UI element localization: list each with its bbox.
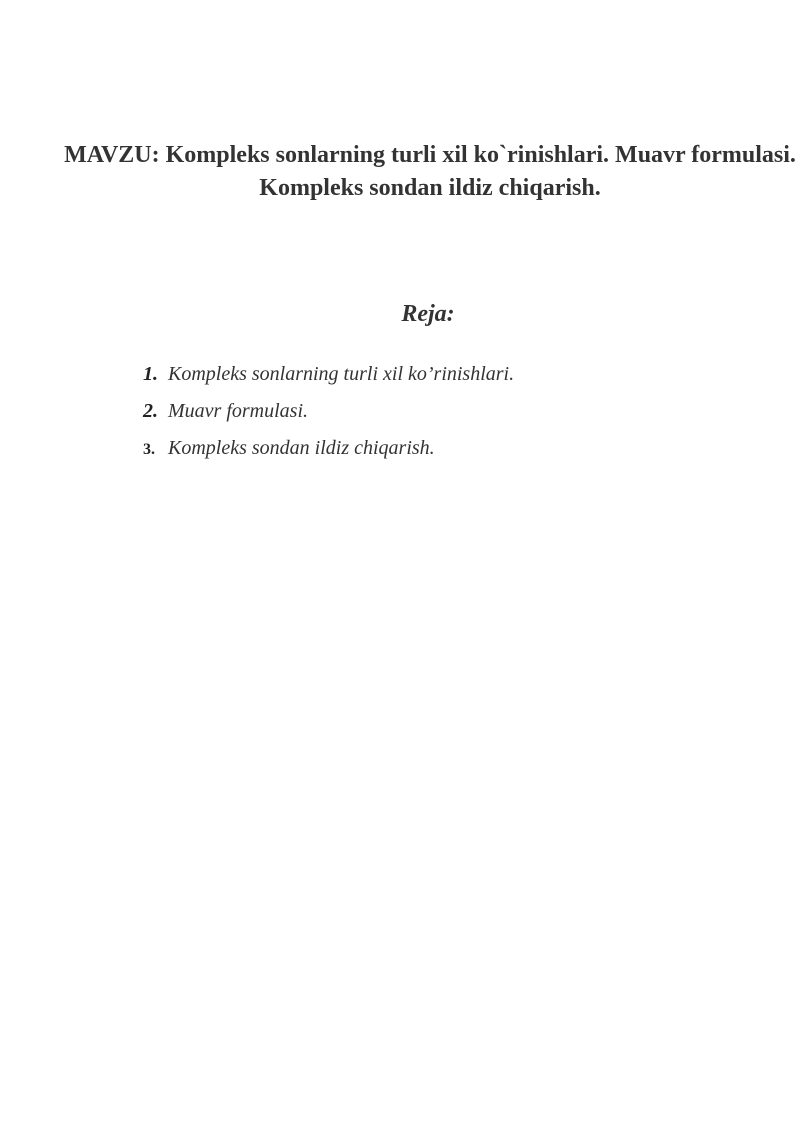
plan-item	[143, 398, 514, 435]
plan-item-number: 3.	[143, 441, 155, 458]
plan-heading: Reja:	[401, 301, 455, 327]
plan-item	[143, 435, 514, 472]
plan-item-number: 2.	[143, 400, 158, 422]
plan-list	[143, 361, 514, 472]
plan-item-text: Kompleks sonlarning turli xil ko’rinishlari.	[168, 363, 515, 385]
plan-item	[143, 361, 514, 398]
plan-item-number: 1.	[143, 363, 158, 385]
plan-item-text: Kompleks sondan ildiz chiqarish.	[168, 437, 435, 459]
document-title: MAVZU: Kompleks sonlarning turli xil ko`rinishlari. Muavr formulasi. Kompleks sondan ildiz chiqarish.	[64, 142, 796, 201]
plan-item-text: Muavr formulasi.	[168, 400, 308, 422]
